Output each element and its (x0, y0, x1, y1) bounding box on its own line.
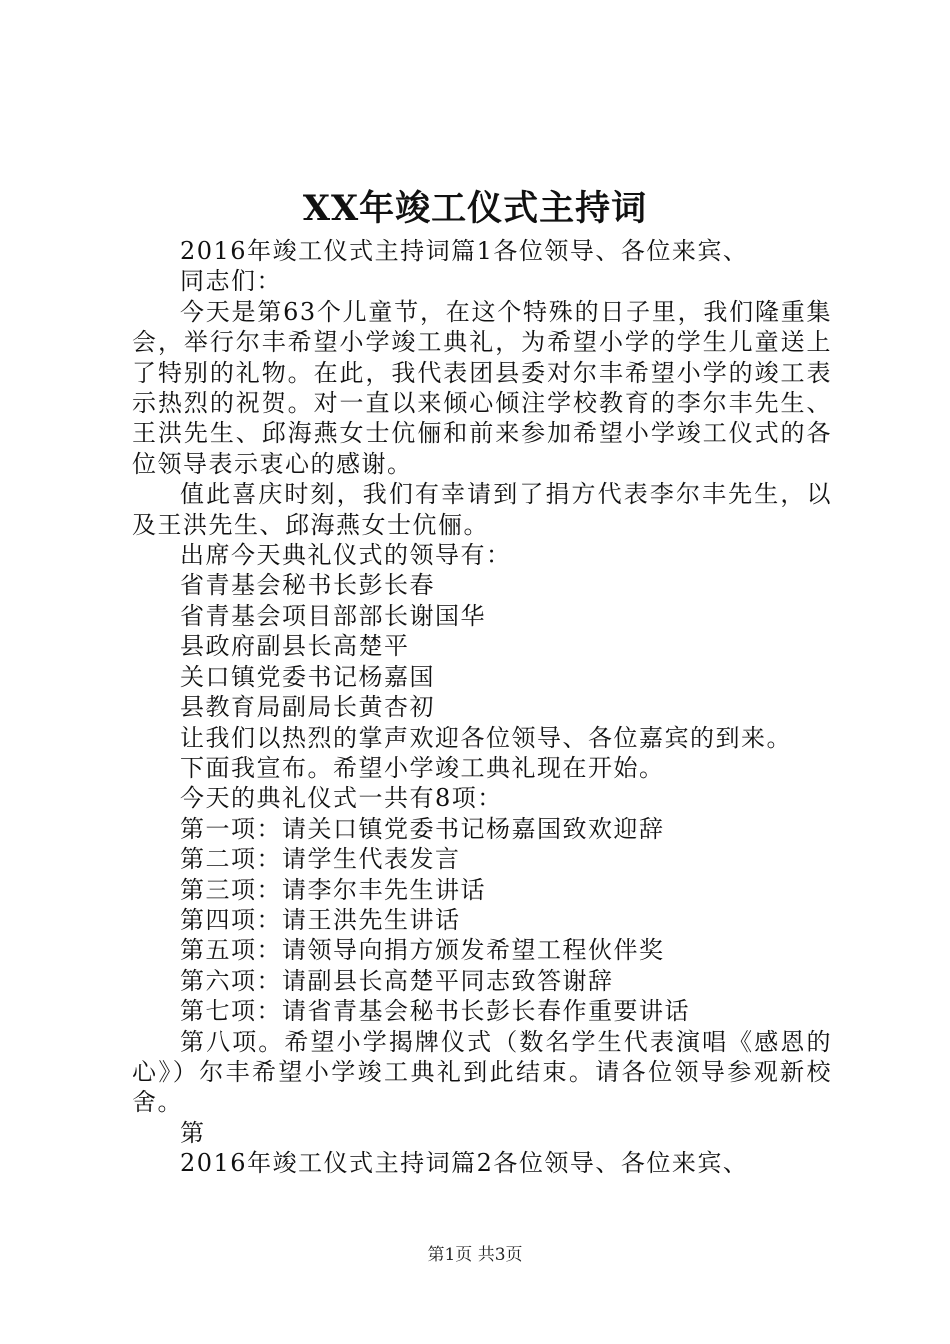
paragraph: 出席今天典礼仪式的领导有： (180, 541, 512, 570)
list-item: 县教育局副局长黄杏初 (180, 693, 435, 722)
paragraph: 下面我宣布。希望小学竣工典礼现在开始。 (180, 753, 665, 782)
paragraph: 2016年竣工仪式主持词篇1各位领导、各位来宾、 (180, 237, 749, 265)
document-title: XX年竣工仪式主持词 (302, 188, 648, 229)
list-item: 县政府副县长高楚平 (180, 632, 410, 661)
document-body (132, 236, 832, 1179)
list-item: 第七项：请省青基会秘书长彭长春作重要讲话 (180, 997, 690, 1026)
list-item: 第六项：请副县长高楚平同志致答谢辞 (180, 966, 614, 995)
list-item: 省青基会秘书长彭长春 (180, 571, 435, 600)
paragraph: 今天的典礼仪式一共有8项： (180, 784, 503, 813)
paragraph: 值此喜庆时刻，我们有幸请到了捐方代表李尔丰先生，以及王洪先生、邱海燕女士伉俪。 (132, 480, 832, 539)
page-footer: 第1页 共3页 (427, 1245, 523, 1265)
paragraph: 第 (180, 1118, 206, 1147)
paragraph: 第八项。希望小学揭牌仪式（数名学生代表演唱《感恩的心》）尔丰希望小学竣工典礼到此结束。请各位领导参观新校舍。 (132, 1027, 832, 1117)
list-item: 第三项：请李尔丰先生讲话 (180, 875, 486, 904)
paragraph: 同志们： (180, 267, 282, 296)
list-item: 第二项：请学生代表发言 (180, 845, 461, 874)
paragraph: 今天是第63个儿童节，在这个特殊的日子里，我们隆重集会，举行尔丰希望小学竣工典礼，为希望小学的学生儿童送上了特别的礼物。在此，我代表团县委对尔丰希望小学的竣工表示热烈的祝贺。对一直以来倾心倾注学校教育的李尔丰先生、王洪先生、邱海燕女士伉俪和前来参加希望小学竣工仪式的各位领导表示衷心的感谢。 (132, 297, 832, 478)
list-item: 省青基会项目部部长谢国华 (180, 601, 486, 630)
paragraph: 2016年竣工仪式主持词篇2各位领导、各位来宾、 (180, 1149, 749, 1178)
list-item: 第四项：请王洪先生讲话 (180, 905, 461, 934)
list-item: 第一项：请关口镇党委书记杨嘉国致欢迎辞 (180, 814, 665, 843)
paragraph: 让我们以热烈的掌声欢迎各位领导、各位嘉宾的到来。 (180, 723, 792, 752)
list-item: 关口镇党委书记杨嘉国 (180, 662, 435, 691)
list-item: 第五项：请领导向捐方颁发希望工程伙伴奖 (180, 936, 665, 965)
